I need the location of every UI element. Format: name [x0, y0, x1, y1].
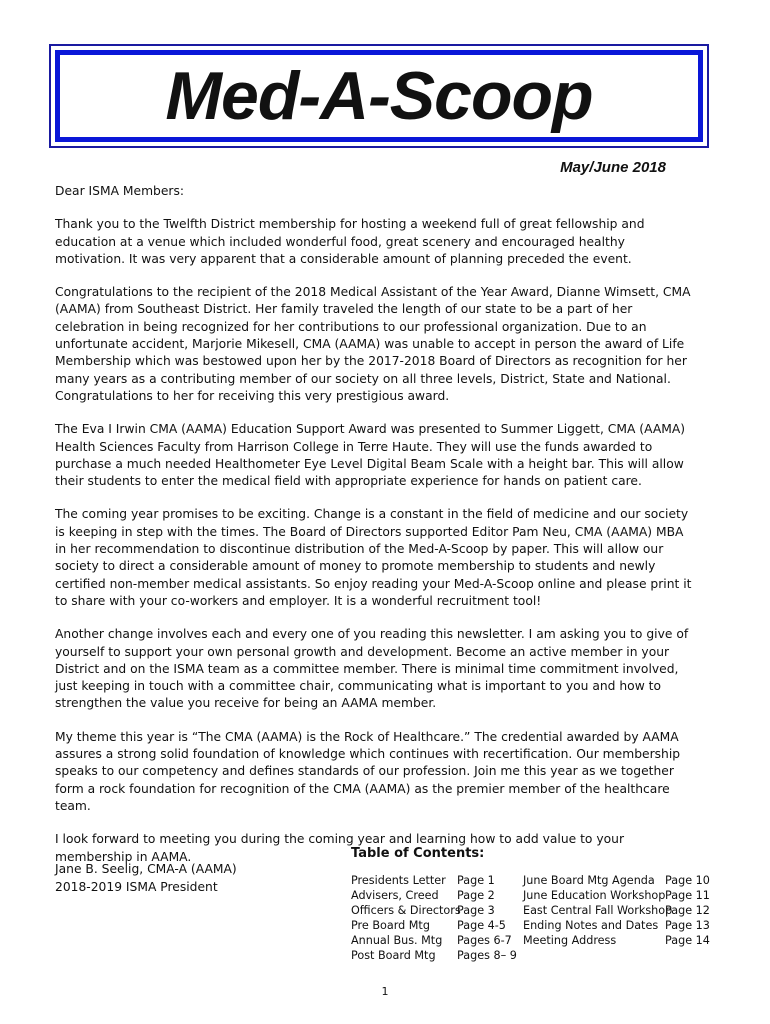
toc-entry: [523, 918, 710, 933]
toc-entry: [523, 903, 710, 918]
greeting: Dear ISMA Members:: [55, 184, 185, 198]
toc-entry-page: Pages 6-7: [457, 934, 512, 947]
toc-entry-page: Page 12: [665, 904, 710, 917]
toc-entry-name: Annual Bus. Mtg: [351, 934, 443, 947]
toc-entry-name: June Board Mtg Agenda: [523, 874, 655, 887]
letter-paragraph: The coming year promises to be exciting. Change is a constant in the field of medicine and our society is keeping in step with the times. The Board of Directors supported Editor Pam Neu, CMA (AAMA) MBA in her recommendation to discontinue distribution of the Med-A-Scoop by paper. This will allow our society to direct a considerable amount of money to promote membership to students and newly certified non-member medical assistants. So enjoy reading your Med-A-Scoop online and please print it to share with your co-workers and employer. It is a wonderful recruitment tool!: [55, 507, 692, 608]
page-number: 1: [381, 985, 389, 998]
toc-entry-page: Page 3: [457, 904, 495, 917]
toc-entry-name: Pre Board Mtg: [351, 919, 430, 932]
toc-entry-name: Presidents Letter: [351, 874, 446, 887]
masthead-box: [49, 44, 709, 148]
toc-entry: [351, 903, 517, 918]
toc-entry-name: June Education Workshop: [523, 889, 666, 902]
signature-title: 2018-2019 ISMA President: [55, 879, 218, 894]
toc-title: Table of Contents:: [351, 846, 485, 861]
toc-entry-page: Page 14: [665, 934, 710, 947]
toc-entry-name: East Central Fall Workshop: [523, 904, 673, 917]
toc-entry-name: Officers & Directors: [351, 904, 461, 917]
toc-entry-page: Pages 8– 9: [457, 949, 517, 962]
toc-entry-page: Page 4-5: [457, 919, 506, 932]
newsletter-title: Med-A-Scoop: [165, 58, 593, 134]
toc-entry: [523, 933, 710, 948]
toc-entry-name: Meeting Address: [523, 934, 617, 947]
toc-column-left: [351, 873, 517, 963]
toc-entry: [351, 918, 517, 933]
toc-entry-name: Post Board Mtg: [351, 949, 436, 962]
toc-entry: [523, 888, 710, 903]
letter-paragraph: Congratulations to the recipient of the 2018 Medical Assistant of the Year Award, Dianne Wimsett, CMA (AAMA) from Southeast District. Her family traveled the length of our state to be a part of her celebration in being recognized for her contributions to our professional organization. Due to an unfortunate accident, Marjorie Mikesell, CMA (AAMA) was unable to accept in person the award of Life Membership which was bestowed upon her by the 2017-2018 Board of Directors as recognition for her many years as a contributing member of our society on all three levels, District, State and National. Congratulations to her for receiving this very prestigious award.: [55, 285, 691, 403]
letter-paragraph: I look forward to meeting you during the coming year and learning how to add value to your membership in AAMA.: [55, 832, 625, 864]
signature-name: Jane B. Seelig, CMA-A (AAMA): [55, 862, 237, 876]
toc-entry-name: Advisers, Creed: [351, 889, 439, 902]
toc-entry: [351, 873, 517, 888]
toc-entry-page: Page 2: [457, 889, 495, 902]
toc-entry: [351, 888, 517, 903]
letter-paragraph: My theme this year is “The CMA (AAMA) is the Rock of Healthcare.” The credential awarded by AAMA assures a strong solid foundation of knowledge which continues with recertification. Our membership speaks to our competency and defines standards of our profession. Join me this year as we together form a rock foundation for recognition of the CMA (AAMA) as the premier member of the healthcare team.: [55, 729, 681, 813]
toc-entry-page: Page 13: [665, 919, 710, 932]
presidents-letter: [55, 183, 695, 882]
toc-entry-page: Page 10: [665, 874, 710, 887]
toc-entry-page: Page 1: [457, 874, 495, 887]
issue-date: May/June 2018: [560, 159, 666, 176]
toc-entry: [351, 933, 517, 948]
letter-paragraph: Another change involves each and every one of you reading this newsletter. I am asking you to give of yourself to support your own personal growth and development. Become an active member in your District and on the ISMA team as a committee member. There is minimal time commitment involved, just keeping in touch with a committee chair, communicating what is important to you and how to strengthen the value you receive for being an AAMA member.: [55, 627, 689, 711]
toc-entry-page: Page 11: [665, 889, 710, 902]
toc-entry-name: Ending Notes and Dates: [523, 919, 659, 932]
signature-block: [55, 861, 237, 896]
toc-entry: [523, 873, 710, 888]
letter-paragraph: Thank you to the Twelfth District membership for hosting a weekend full of great fellowship and education at a venue which included wonderful food, great scenery and encouraged healthy motivation. It was very apparent that a considerable amount of planning preceded the event.: [55, 217, 645, 266]
toc-entry: [351, 948, 517, 963]
letter-paragraph: The Eva I Irwin CMA (AAMA) Education Support Award was presented to Summer Liggett, CMA (AAMA) Health Sciences Faculty from Harrison College in Terre Haute. They will use the funds awarded to purchase a much needed Healthometer Eye Level Digital Beam Scale with a height bar. This will allow their students to enter the medical field with appropriate experience for hands on patient care.: [55, 422, 686, 489]
toc-column-right: [523, 873, 710, 948]
